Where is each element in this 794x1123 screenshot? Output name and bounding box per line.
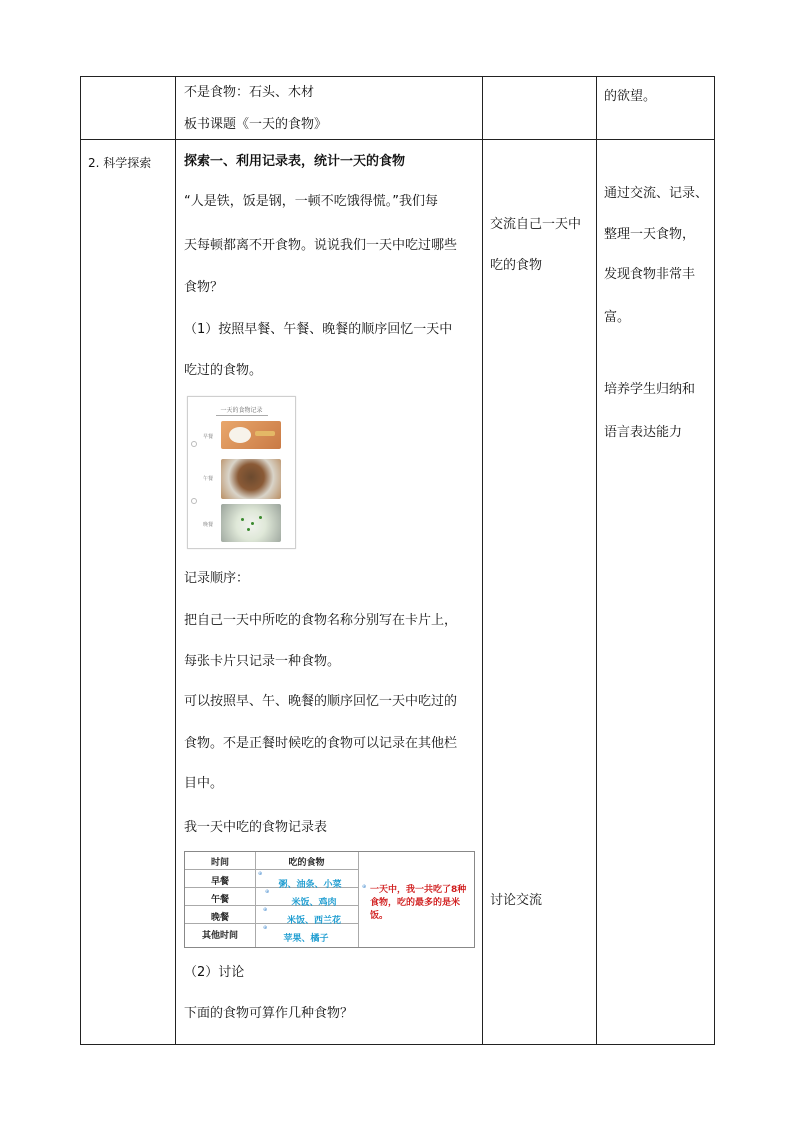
summary-note: 一天中，我一共吃了8种食物，吃的最多的是米饭。 [370,885,467,921]
intent-line: 培养学生归纳和 [604,382,696,397]
meal-label: 午餐 [203,476,214,482]
card-title: 一天的食物记录 [220,407,263,414]
marker-icon: ⊕ [265,889,270,895]
intent-line: 的欲望。 [604,89,657,104]
content-line: “人是铁，饭是钢，一顿不吃饿得慌。”我们每 [184,194,438,209]
header-time: 时间 [210,858,229,868]
content-line: 食物？ [184,280,224,295]
intent-line: 语言表达能力 [604,425,683,440]
table-divider-3 [596,76,597,1045]
table-divider-2 [482,76,483,1045]
food-record-table [184,851,475,948]
row-time: 早餐 [210,877,229,887]
row-line [185,869,358,870]
table-border-bottom [80,1044,715,1045]
marker-icon: ⊕ [362,884,367,890]
breakfast-photo [221,421,281,449]
bowl-icon [229,427,251,443]
row-time: 其他时间 [201,931,238,941]
table-border-right [714,76,715,1045]
table-border-top [80,76,715,77]
stage-label: 2. 科学探索 [88,156,152,170]
bullet-icon [191,441,197,447]
table-border-left [80,76,81,1045]
marker-icon: ⊕ [263,907,268,913]
content-line: 每张卡片只记录一种食物。 [184,654,341,669]
bullet-icon [191,498,197,504]
intent-line: 整理一天食物， [604,227,696,242]
dinner-photo [221,504,281,542]
meal-label: 早餐 [203,434,214,440]
row-time: 午餐 [210,895,229,905]
card-title-underline [216,415,268,416]
table-caption: 我一天中吃的食物记录表 [184,820,328,835]
marker-icon: ⊕ [258,871,263,877]
table-row-divider [80,139,715,140]
meal-label: 晚餐 [203,522,214,528]
content-line: 可以按照早、午、晚餐的顺序回忆一天中吃过的 [184,694,458,709]
content-line: 吃过的食物。 [184,363,263,378]
row-food: 苹果、橘子 [283,934,329,944]
row-food: 粥、油条、小菜 [278,880,342,890]
pea-icon [247,528,250,531]
pea-icon [241,518,244,521]
fried-dough-icon [255,431,275,436]
pea-icon [259,516,262,519]
discussion-title: （2）讨论 [184,965,245,980]
header-food: 吃的食物 [288,858,325,868]
content-line: 天每顿都离不开食物。说说我们一天中吃过哪些 [184,238,458,253]
question-text: 下面的食物可算作几种食物？ [184,1006,354,1021]
record-order-title: 记录顺序： [184,571,250,586]
pea-icon [251,522,254,525]
row-food: 米饭、西兰花 [286,916,341,926]
content-line: 板书课题《一天的食物》 [184,117,328,132]
table-divider-1 [175,76,176,1045]
content-line: 食物。不是正餐时候吃的食物可以记录在其他栏 [184,736,458,751]
food-record-card-image [187,396,296,549]
content-line: 把自己一天中所吃的食物名称分别写在卡片上， [184,613,458,628]
row-food: 米饭、鸡肉 [291,898,337,908]
intent-line: 发现食物非常丰 [604,267,696,282]
content-line: 不是食物：石头、木材 [184,85,315,100]
intent-line: 通过交流、记录、 [604,186,709,201]
content-line: 目中。 [184,776,224,791]
student-activity: 交流自己一天中 [490,217,582,232]
marker-icon: ⊕ [263,925,268,931]
section-heading: 探索一、利用记录表，统计一天的食物 [184,154,406,169]
content-line: （1）按照早餐、午餐、晚餐的顺序回忆一天中 [184,322,453,337]
student-activity: 讨论交流 [490,893,543,908]
row-time: 晚餐 [210,913,229,923]
student-activity: 吃的食物 [490,258,543,273]
lunch-photo [221,459,281,499]
intent-line: 富。 [604,310,631,325]
